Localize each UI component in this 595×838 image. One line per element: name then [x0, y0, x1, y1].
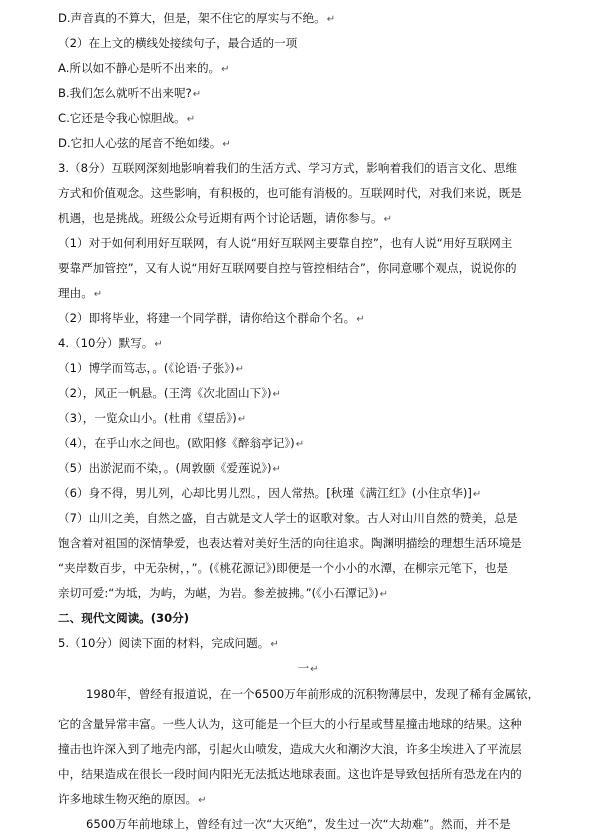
question-4-item-4: （4），在乎山水之间也。(欧阳修《醉翁亭记》)↵ — [58, 436, 305, 450]
option-c: C.它还是令我心惊胆战。↵ — [58, 111, 196, 125]
question-4-item-1: （1）博学而笃志，。(《论语·子张》)↵ — [58, 361, 245, 375]
question-3-sub-1-line-1: （1）对于如何利用好互联网，有人说“用好互联网主要靠自控”，也有人说“用好互联网主 — [58, 236, 513, 250]
question-2-prompt: （2）在上文的横线处接续句子，最合适的一项 — [58, 36, 298, 50]
passage-paragraph-1-line-1: 1980年，曾经有报道说，在一个6500万年前形成的沉积物薄层中，发现了稀有金属铱， — [86, 687, 540, 701]
question-4-item-6: （6）身不得，男儿列，心却比男儿烈。，因人常热。[秋瑾《满江红》(小住京华)]↵ — [58, 486, 482, 500]
question-4-item-7-line-4: 亲切可爱:“为坻，为屿，为嵁，为岩。参差披拂。”(《小石潭记》)↵ — [58, 586, 388, 600]
option-a: A.所以如不静心是听不出来的。↵ — [58, 61, 230, 75]
question-4-item-7-line-1: （7）山川之美，自然之盛，自古就是文人学士的讴歌对象。古人对山川自然的赞美，总是 — [58, 511, 518, 525]
option-b: B.我们怎么就听不出来呢?↵ — [58, 86, 202, 100]
passage-paragraph-1-line-3: 撞击也许深入到了地壳内部，引起火山喷发，造成大火和潮汐大浪，许多尘埃进入了平流层 — [58, 742, 522, 756]
question-4-item-7-line-2: 饱含着对祖国的深情挚爱，也表达着对美好生活的向往追求。陶渊明描绘的理想生活环境是 — [58, 536, 522, 550]
passage-paragraph-1-line-2: 它的含量异常丰富。一些人认为，这可能是一个巨大的小行星或彗星撞击地球的结果。这种 — [58, 717, 522, 731]
option-d-1: D.声音真的不算大，但是，架不住它的厚实与不绝。↵ — [58, 11, 336, 25]
question-3-line-3: 机遇，也是挑战。班级公众号近期有两个讨论话题，请你参与。↵ — [58, 211, 393, 225]
question-4-item-5: （5）出淤泥而不染，。(周敦颐《爱莲说》)↵ — [58, 461, 281, 475]
question-4-item-3: （3），一览众山小。(杜甫《望岳》)↵ — [58, 411, 247, 425]
question-5-title: 5.（10分）阅读下面的材料，完成问题。↵ — [58, 636, 279, 650]
passage-paragraph-2-line-1: 6500万年前地球上，曾经有过一次“大灭绝”，发生过一次“大劫难”。然而，并不是 — [86, 817, 511, 831]
question-3-line-2: 方式和价值观念。这些影响，有积极的，也可能有消极的。互联网时代，对我们来说，既是 — [58, 186, 522, 200]
passage-paragraph-1-line-5: 许多地球生物灭绝的原因。↵ — [58, 792, 207, 806]
material-number: 一↵ — [297, 661, 319, 675]
option-d-2: D.它扣人心弦的尾音不绝如缕。↵ — [58, 136, 231, 150]
question-3-line-1: 3.（8分）互联网深刻地影响着我们的生活方式、学习方式，影响着我们的语言文化、思维 — [58, 161, 518, 175]
question-4-title: 4.（10分）默写。↵ — [58, 336, 163, 350]
passage-paragraph-1-line-4: 中，结果造成在很长一段时间内阳光无法抵达地球表面。这也许是导致包括所有恐龙在内的 — [58, 767, 522, 781]
question-4-item-2: （2），风正一帆悬。(王湾《次北固山下》)↵ — [58, 386, 281, 400]
question-4-item-7-line-3: “夹岸数百步，中无杂树，，”。(《桃花源记》)即便是一个小小的水潭，在柳宗元笔下，也是 — [58, 561, 509, 575]
question-3-sub-1-line-3: 理由。↵ — [58, 286, 103, 300]
question-3-sub-1-line-2: 要靠严加管控”，又有人说“用好互联网要自控与管控相结合”，你同意哪个观点，说说你的 — [58, 261, 517, 275]
section-2-heading: 二、现代文阅读。(30分) — [58, 611, 190, 625]
question-3-sub-2: （2）即将毕业，将建一个同学群，请你给这个群命个名。↵ — [58, 311, 365, 325]
